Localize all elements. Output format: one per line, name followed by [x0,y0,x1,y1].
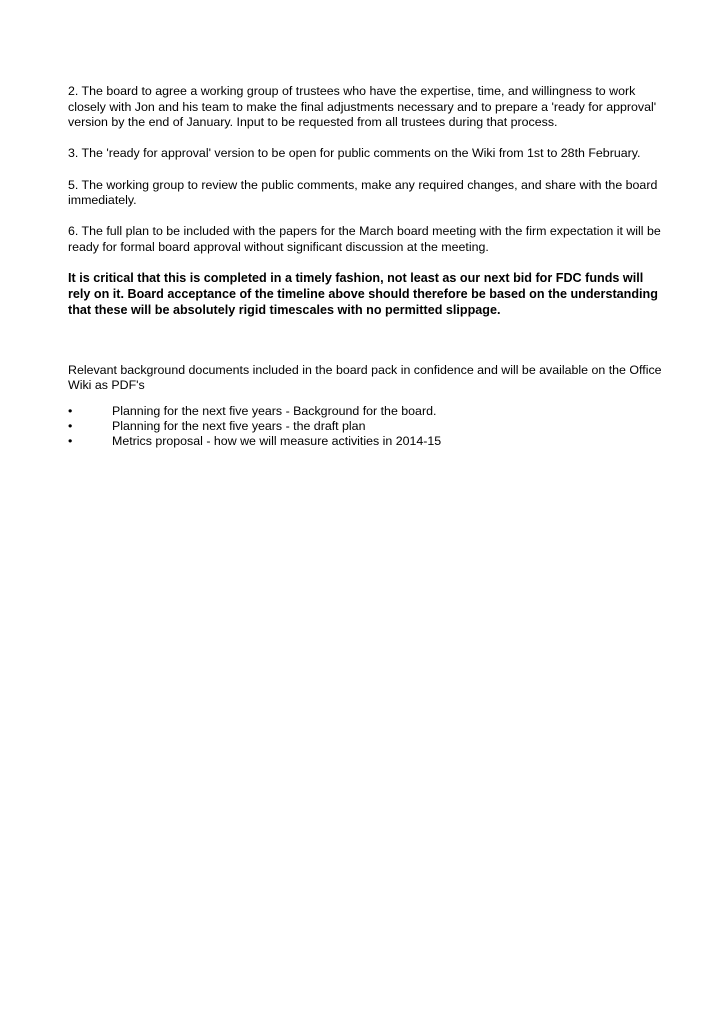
list-item [68,404,668,419]
document-page [68,84,668,449]
list-item-label: Planning for the next five years - Background for the board. [112,403,437,418]
paragraph-item-2: 2. The board to agree a working group of trustees who have the expertise, time, and willingness to work closely with Jon and his team to make the final adjustments necessary and to prepare a 'ready for approval' version by the end of January. Input to be requested from all trustees during that process. [68,84,657,130]
list-item [68,419,668,434]
list-item-label: Planning for the next five years - the draft plan [112,418,366,433]
paragraph-item-3: 3. The 'ready for approval' version to be open for public comments on the Wiki from 1st to 28th February. [68,146,641,161]
list-item-label: Metrics proposal - how we will measure activities in 2014-15 [112,434,442,449]
background-documents-intro: Relevant background documents included in the board pack in confidence and will be available on the Office Wiki as PDF's [68,362,662,393]
paragraph-item-5: 5. The working group to review the public comments, make any required changes, and share with the board immediately. [68,177,658,208]
bullet-icon: • [68,434,73,449]
list-item [68,434,668,449]
bullet-icon: • [68,418,73,433]
paragraph-item-6: 6. The full plan to be included with the papers for the March board meeting with the firm expectation it will be ready for formal board approval without significant discussion at the meeting. [68,224,661,254]
critical-statement: It is critical that this is completed in a timely fashion, not least as our next bid for FDC funds will rely on it. Board acceptance of the timeline above should therefore be based on the understanding that these will be absolutely rigid timescales with no permitted slippage. [68,271,658,317]
background-documents-list [68,404,668,450]
bullet-icon: • [68,403,73,418]
